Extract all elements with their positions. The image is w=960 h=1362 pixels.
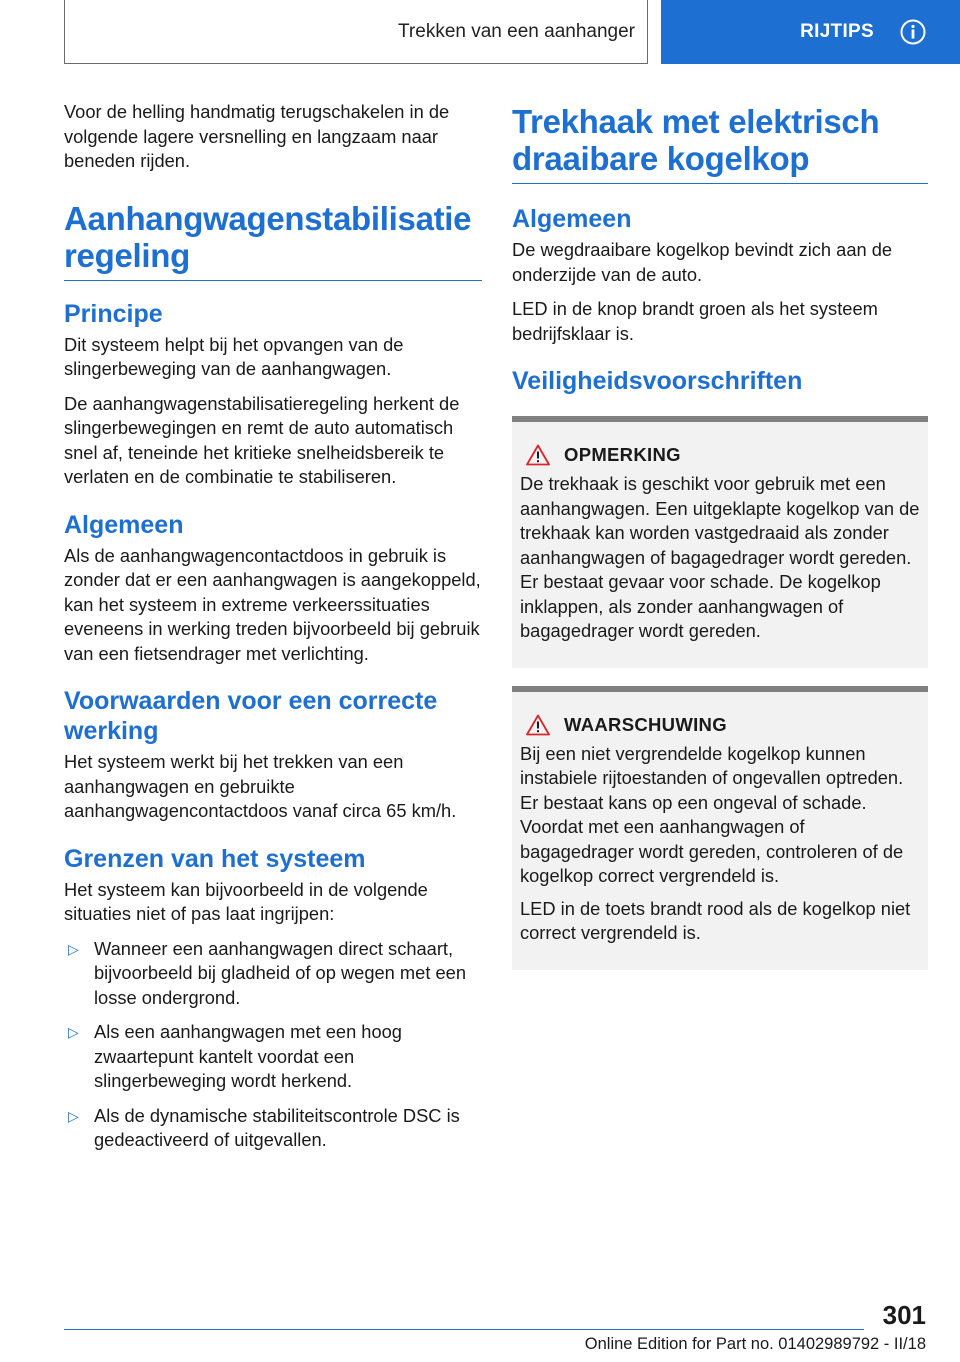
notice-label: OPMERKING <box>564 444 681 465</box>
list-item: ▷ Als de dynamische stabiliteitscontrole DSC is gedeactiveerd of uitgevallen. <box>68 1104 460 1150</box>
warning-label: WAARSCHUWING <box>564 713 727 735</box>
heading-veiligheid: Veiligheidsvoorschriften <box>512 367 803 395</box>
algemeen-right-paragraph-1: De wegdraaibare kogelkop bevindt zich aan de onderzijde van de auto. <box>512 239 893 285</box>
triangle-right-icon: ▷ <box>68 940 79 957</box>
page-number: 301 <box>882 1300 926 1330</box>
voorwaarden-paragraph: Het systeem werkt bij het trekken van een aanhangwagen en gebruikte aanhangwagencontactdoos vanaf circa 65 km/h. <box>64 751 457 821</box>
limits-list <box>64 937 482 1153</box>
main-heading-trekhaak: Trekhaak met elektrisch draaibare kogelkop <box>512 103 928 184</box>
footer-divider <box>64 1329 864 1330</box>
heading-algemeen-right: Algemeen <box>512 205 632 233</box>
heading-algemeen: Algemeen <box>64 510 184 539</box>
warning-text-1: Bij een niet vergrendelde kogelkop kunnen instabiele rijtoestanden of ongevallen optreden. Er bestaat kans op een ongeval of schade. Voordat met een aanhangwagen of bagagedrager wordt gereden, controleren of de kogelkop correct vergrendeld is. <box>520 742 904 886</box>
header-chapter-tab[interactable] <box>661 0 960 64</box>
header-section-tab <box>64 0 648 64</box>
grenzen-paragraph: Het systeem kan bijvoorbeeld in de volgende situaties niet of pas laat ingrijpen: <box>64 878 428 924</box>
heading-grenzen: Grenzen van het systeem <box>64 844 366 873</box>
warning-text-2: LED in de toets brandt rood als de kogelkop niet correct vergrendeld is. <box>520 897 911 943</box>
main-heading-stability: Aanhangwagenstabilisatieregeling <box>64 200 482 281</box>
list-item: ▷ Als een aanhangwagen met een hoog zwaartepunt kantelt voordat een slingerbeweging wordt herkend. <box>68 1021 402 1091</box>
algemeen-right-paragraph-2: LED in de knop brandt groen als het systeem bedrijfsklaar is. <box>512 298 878 344</box>
list-item: ▷ Wanneer een aanhangwagen direct schaart, bijvoorbeeld bij gladheid of op wegen met een losse ondergrond. <box>68 937 466 1008</box>
warning-box <box>512 686 928 970</box>
section-title: Trekken van een aanhanger <box>398 20 635 42</box>
notice-box <box>512 416 928 668</box>
info-icon[interactable] <box>900 19 926 45</box>
principe-paragraph-1: Dit systeem helpt bij het opvangen van de slingerbeweging van de aanhangwagen. <box>64 333 404 379</box>
heading-voorwaarden: Voorwaarden voor een correcte werking <box>64 687 438 745</box>
right-column <box>512 103 928 970</box>
notice-text: De trekhaak is geschikt voor gebruik met een aanhangwagen. Een uitgeklapte kogelkop van de trekhaak kan worden vastgedraaid als zonder aanhangwagen of bagagedrager wordt gereden. Er bestaat gevaar voor schade. De kogelkop inklappen, als zonder aanhangwagen of bagagedrager wordt gereden. <box>520 473 920 641</box>
left-column <box>64 100 482 1163</box>
heading-principe: Principe <box>64 299 163 328</box>
principe-paragraph-2: De aanhangwagenstabilisatieregeling herkent de slingerbewegingen en remt de auto automatisch snel af, teneinde het kritieke snelheidsbereik te verlaten en de combinatie te stabiliseren. <box>64 392 460 487</box>
triangle-right-icon: ▷ <box>68 1024 79 1040</box>
triangle-right-icon: ▷ <box>68 1107 79 1124</box>
intro-paragraph: Voor de helling handmatig terugschakelen in de volgende lagere versnelling en langzaam naar beneden rijden. <box>64 101 450 171</box>
warning-header <box>520 714 920 736</box>
notice-header <box>520 444 920 466</box>
algemeen-paragraph: Als de aanhangwagencontactdoos in gebruik is zonder dat er een aanhangwagen is aangekoppeld, kan het systeem in extreme verkeerssituaties eveneens in werking treden bijvoorbeeld bij gebruik van een fietsendrager met verlichting. <box>64 544 481 664</box>
chapter-label: RIJTIPS <box>800 21 874 42</box>
warning-triangle-icon <box>526 444 550 466</box>
warning-triangle-icon <box>526 714 550 736</box>
footer-edition: Online Edition for Part no. 01402989792 - II/18 <box>584 1335 926 1353</box>
